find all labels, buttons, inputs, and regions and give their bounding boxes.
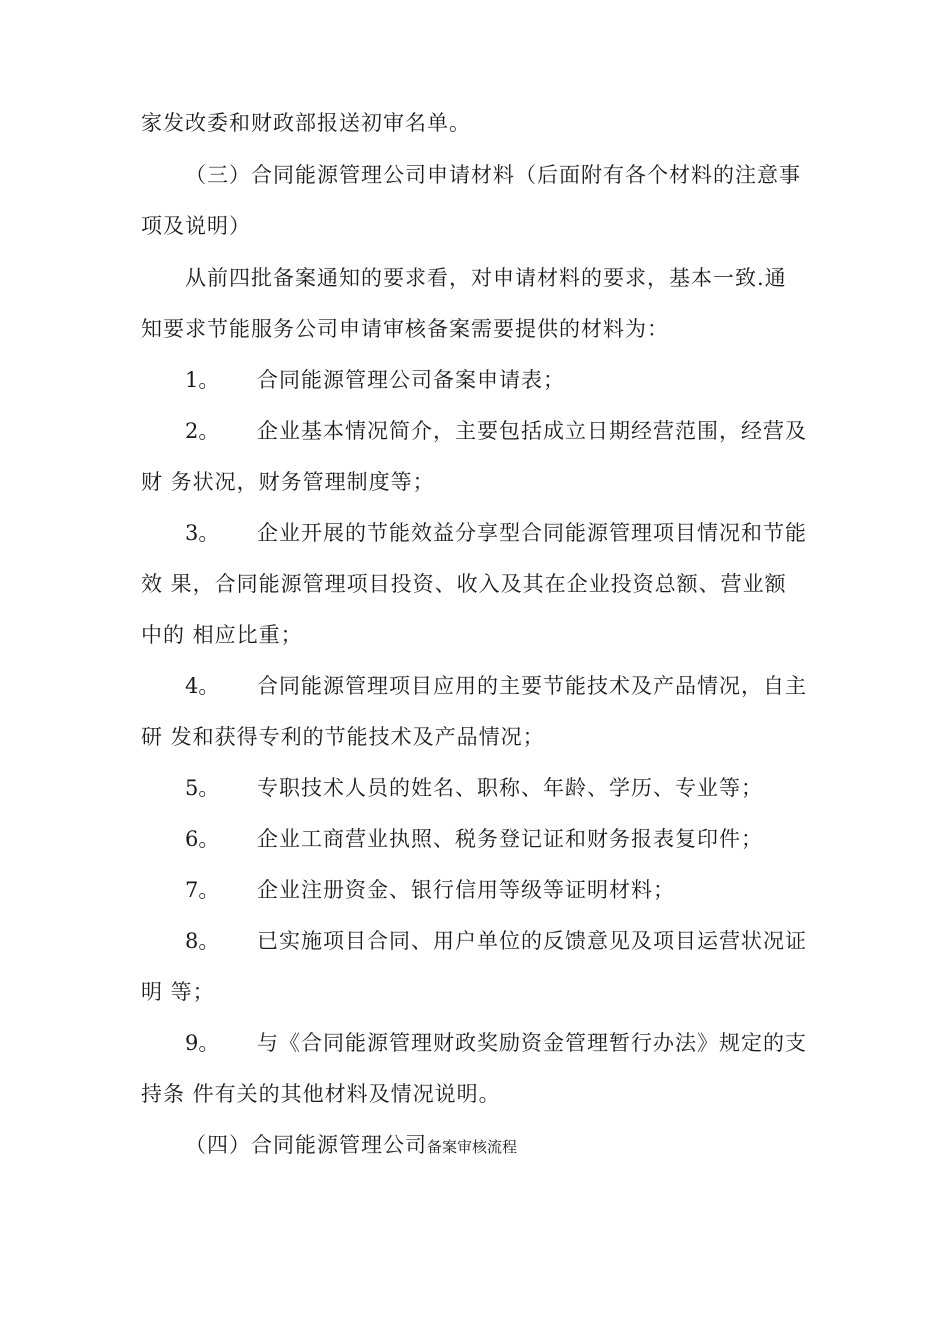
item-text-cont: 效 果，合同能源管理项目投资、收入及其在企业投资总额、营业额	[141, 572, 787, 596]
item-number: 5。	[185, 776, 220, 800]
item-number: 4。	[185, 674, 220, 698]
item-number: 2。	[185, 419, 220, 443]
item-number: 3。	[185, 521, 220, 545]
item-text: 与《合同能源管理财政奖励资金管理暂行办法》规定的支	[257, 1031, 807, 1055]
item-text-cont: 中的 相应比重；	[141, 623, 303, 647]
item-text-cont: 持条 件有关的其他材料及情况说明。	[141, 1082, 501, 1106]
item-number: 1。	[185, 368, 220, 392]
item-text-cont: 研 发和获得专利的节能技术及产品情况；	[141, 725, 545, 749]
item-number: 8。	[185, 929, 220, 953]
item-text: 专职技术人员的姓名、职称、年龄、学历、专业等；	[257, 776, 763, 800]
item-number: 9。	[185, 1031, 220, 1055]
section-4-heading-small: 备案审核流程	[427, 1138, 518, 1156]
item-text-cont: 明 等；	[141, 980, 215, 1004]
item-text: 企业开展的节能效益分享型合同能源管理项目情况和节能	[257, 521, 807, 545]
item-number: 7。	[185, 878, 220, 902]
section-4-heading	[185, 1130, 517, 1162]
section-3-heading-cont: 项及说明）	[141, 214, 251, 238]
item-text: 合同能源管理公司备案申请表；	[257, 368, 565, 392]
item-text: 企业基本情况简介，主要包括成立日期经营范围，经营及	[257, 419, 807, 443]
item-text: 合同能源管理项目应用的主要节能技术及产品情况，自主	[257, 674, 807, 698]
intro-line-1: 从前四批备案通知的要求看，对申请材料的要求，基本一致.通	[185, 266, 787, 290]
section-3-heading: （三）合同能源管理公司申请材料（后面附有各个材料的注意事	[185, 163, 801, 187]
item-text: 已实施项目合同、用户单位的反馈意见及项目运营状况证	[257, 929, 807, 953]
item-text: 企业注册资金、银行信用等级等证明材料；	[257, 878, 675, 902]
paragraph-line: 家发改委和财政部报送初审名单。	[141, 111, 471, 135]
item-text: 企业工商营业执照、税务登记证和财务报表复印件；	[257, 827, 763, 851]
item-text-cont: 财 务状况，财务管理制度等；	[141, 470, 435, 494]
item-number: 6。	[185, 827, 220, 851]
section-4-heading-main: （四）合同能源管理公司	[185, 1133, 427, 1157]
intro-line-2: 知要求节能服务公司申请审核备案需要提供的材料为：	[141, 317, 669, 341]
